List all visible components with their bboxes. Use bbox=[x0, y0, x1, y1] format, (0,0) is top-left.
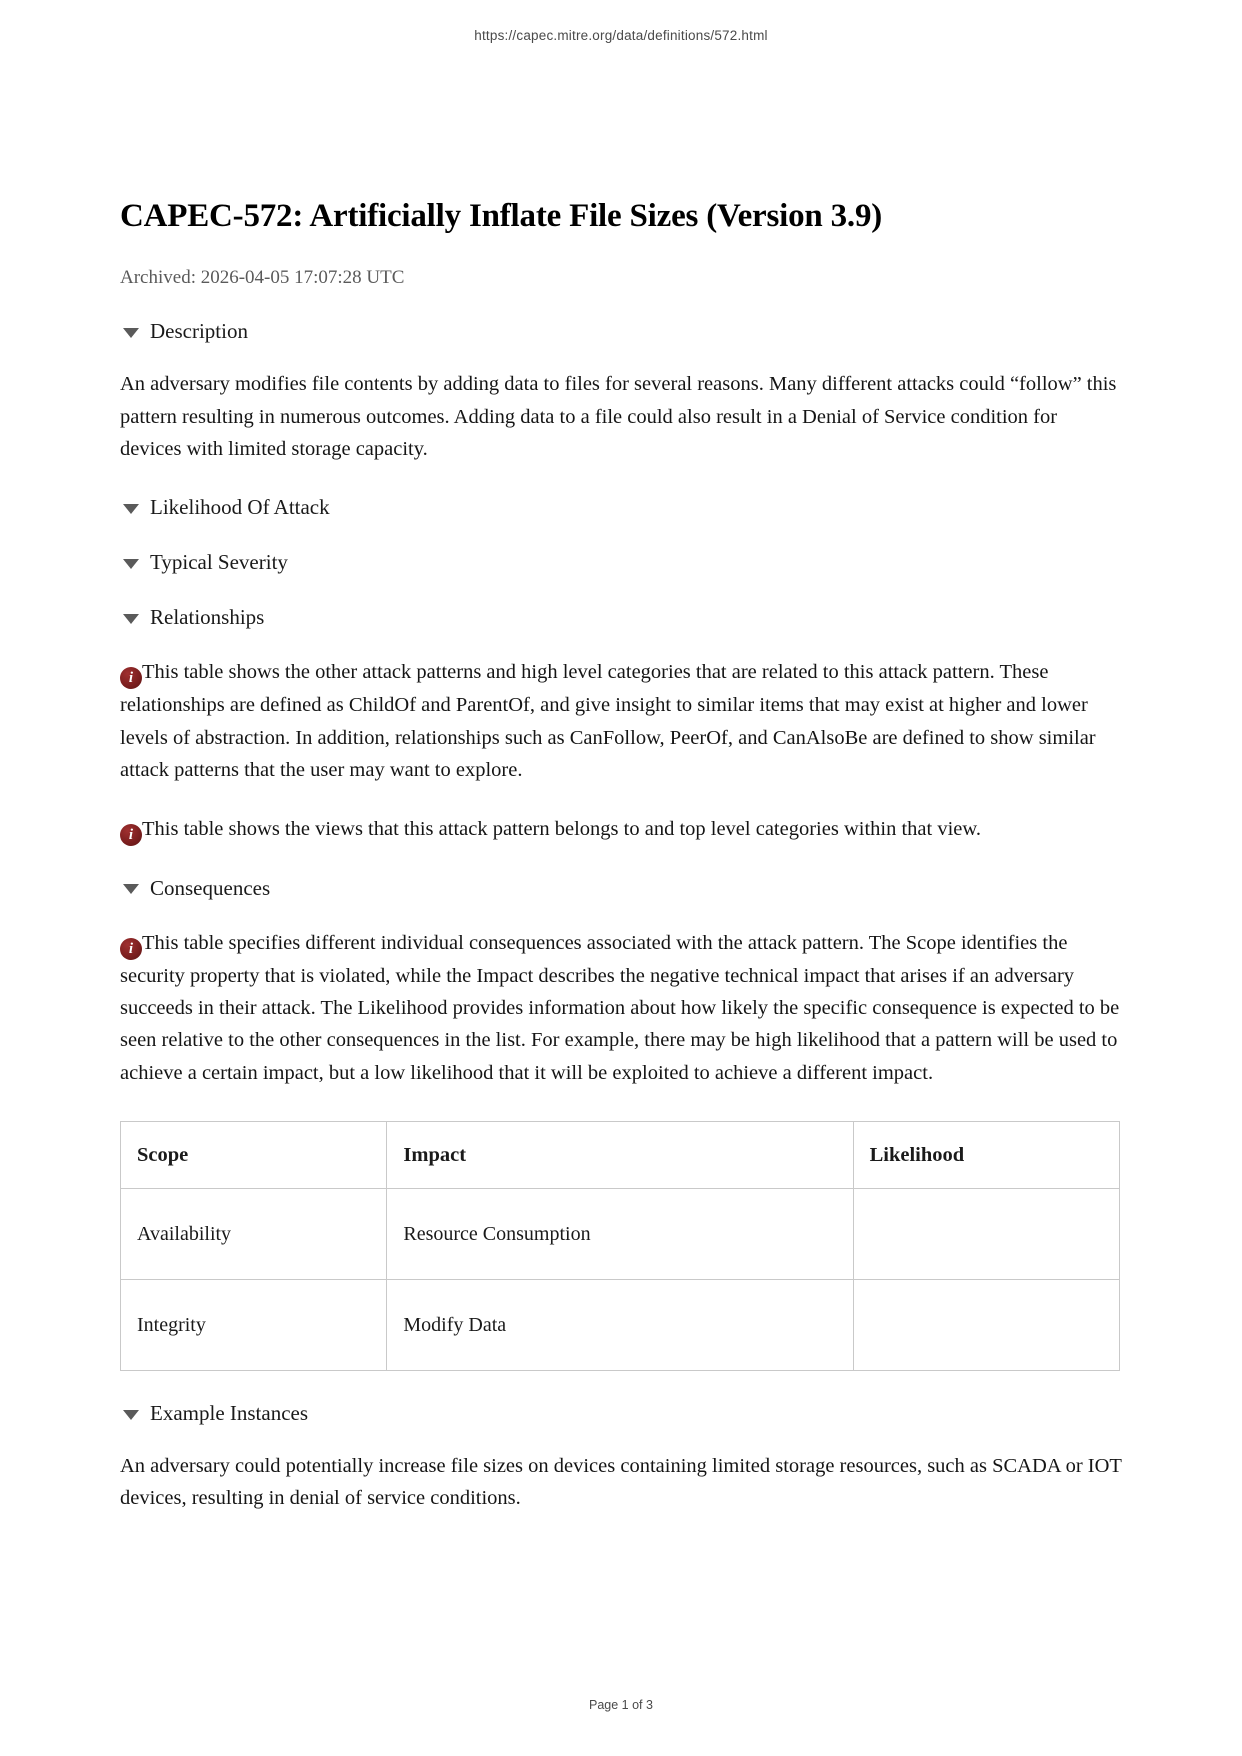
cell-scope: Availability bbox=[121, 1189, 387, 1280]
archived-timestamp: Archived: 2026-04-05 17:07:28 UTC bbox=[120, 267, 405, 289]
section-title-examples: Example Instances bbox=[150, 1401, 309, 1425]
cell-likelihood bbox=[853, 1280, 1119, 1371]
section-header-consequences[interactable] bbox=[120, 876, 1122, 901]
column-header-likelihood: Likelihood bbox=[853, 1122, 1119, 1189]
column-header-impact: Impact bbox=[387, 1122, 853, 1189]
section-header-severity[interactable] bbox=[120, 550, 1122, 575]
cell-scope: Integrity bbox=[121, 1280, 387, 1371]
section-title-likelihood: Likelihood Of Attack bbox=[150, 495, 330, 520]
column-header-scope: Scope bbox=[121, 1122, 387, 1189]
description-text: An adversary modifies file contents by adding data to files for several reasons. Many different attacks could “follow” this pattern resulting in numerous outcomes. Adding data to a file could also result in a Denial of Service condition for devices with limited storage capacity. bbox=[120, 373, 1117, 460]
section-title-severity: Typical Severity bbox=[150, 550, 288, 575]
cell-likelihood bbox=[853, 1189, 1119, 1280]
page-title: CAPEC-572: Artificially Inflate File Sizes (Version 3.9) bbox=[120, 198, 883, 234]
caret-down-icon bbox=[120, 553, 142, 575]
caret-down-icon bbox=[120, 322, 142, 344]
consequences-note: This table specifies different individual consequences associated with the attack pattern. The Scope identifies the security property that is violated, while the Impact describes the negative technical impact that arises if an adversary succeeds in their attack. The Likelihood provides information about how likely the specific consequence is expected to be seen relative to the other consequences in the list. For example, there may be high likelihood that a pattern will be used to achieve a certain impact, but a low likelihood that it will be exploited to achieve a different impact. bbox=[120, 931, 1120, 1084]
relationships-note-1: This table shows the other attack patterns and high level categories that are related to this attack pattern. These relationships are defined as ChildOf and ParentOf, and give insight to similar items that may exist at higher and lower levels of abstraction. In addition, relationships such as CanFollow, PeerOf, and CanAlsoBe are defined to show similar attack patterns that the user may want to explore. bbox=[120, 661, 1096, 782]
table-row bbox=[121, 1189, 1120, 1280]
section-title-description: Description bbox=[150, 319, 248, 344]
section-header-likelihood[interactable] bbox=[120, 495, 1122, 520]
section-header-relationships[interactable] bbox=[120, 605, 1122, 630]
relationships-note-1-wrapper bbox=[120, 656, 1122, 786]
cell-impact: Resource Consumption bbox=[387, 1189, 853, 1280]
relationships-note-2-wrapper bbox=[120, 813, 1122, 846]
page-footer: Page 1 of 3 bbox=[589, 1698, 653, 1712]
info-icon: i bbox=[120, 667, 142, 689]
info-icon: i bbox=[120, 824, 142, 846]
consequences-note-wrapper bbox=[120, 927, 1122, 1090]
page-url: https://capec.mitre.org/data/definitions/572.html bbox=[474, 28, 768, 43]
relationships-note-2: This table shows the views that this attack pattern belongs to and top level categories within that view. bbox=[142, 817, 981, 840]
caret-down-icon bbox=[120, 498, 142, 520]
section-title-consequences: Consequences bbox=[150, 875, 271, 900]
caret-down-icon bbox=[120, 878, 142, 900]
table-row bbox=[121, 1280, 1120, 1371]
info-icon: i bbox=[120, 938, 142, 960]
consequences-table bbox=[120, 1121, 1120, 1371]
caret-down-icon bbox=[120, 608, 142, 630]
caret-down-icon bbox=[120, 1404, 142, 1426]
section-title-relationships: Relationships bbox=[150, 605, 265, 630]
table-header-row bbox=[121, 1122, 1120, 1189]
section-header-description[interactable] bbox=[120, 319, 1122, 344]
examples-text: An adversary could potentially increase file sizes on devices containing limited storage resources, such as SCADA or IOT devices, resulting in denial of service conditions. bbox=[120, 1455, 1122, 1510]
cell-impact: Modify Data bbox=[387, 1280, 853, 1371]
section-header-examples[interactable] bbox=[120, 1401, 1122, 1426]
document-content bbox=[120, 196, 1122, 1515]
